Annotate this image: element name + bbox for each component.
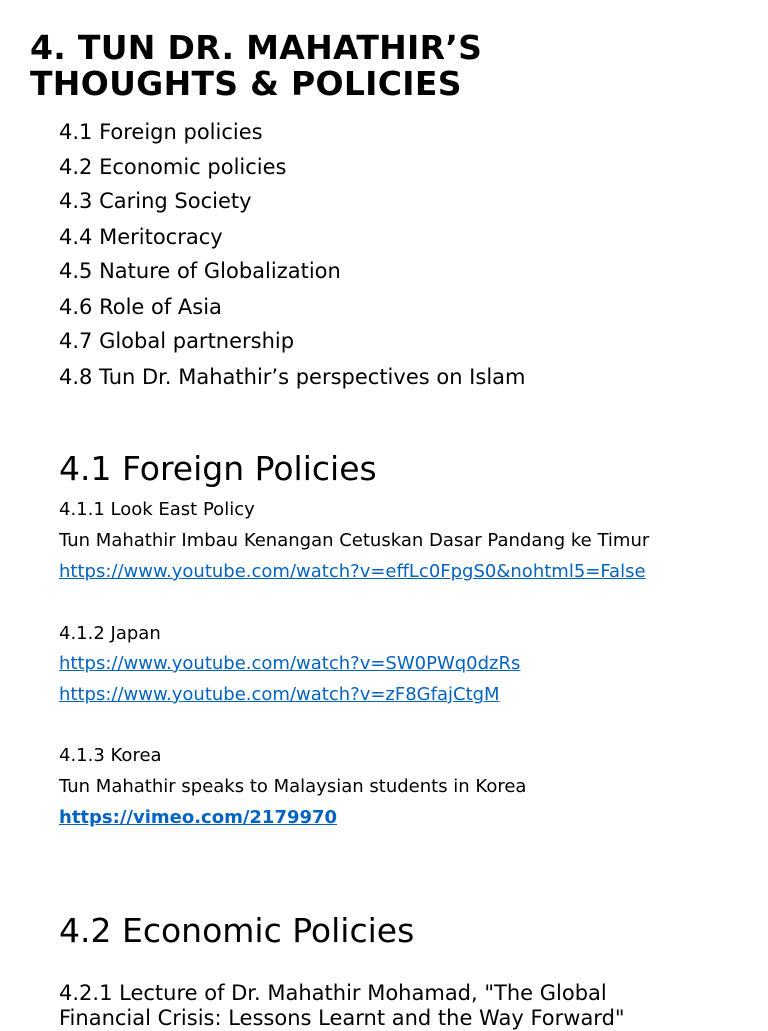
youtube-link[interactable]: https://www.youtube.com/watch?v=zF8GfajCtgM (59, 684, 500, 705)
youtube-link[interactable]: https://www.youtube.com/watch?v=effLc0FpgS0&nohtml5=False (59, 561, 646, 582)
subsection-label: 4.1.1 Look East Policy (59, 499, 255, 520)
section-heading: 4.1 Foreign Policies (59, 449, 377, 488)
toc-item: 4.4 Meritocracy (59, 225, 223, 249)
toc-item: 4.5 Nature of Globalization (59, 259, 341, 283)
toc-item: 4.1 Foreign policies (59, 120, 263, 144)
subsection-label: 4.1.3 Korea (59, 745, 162, 766)
youtube-link[interactable]: https://www.youtube.com/watch?v=SW0PWq0dzRs (59, 653, 521, 674)
toc-item: 4.2 Economic policies (59, 155, 287, 179)
video-description: Tun Mahathir Imbau Kenangan Cetuskan Dasar Pandang ke Timur (59, 530, 650, 551)
vimeo-link[interactable]: https://vimeo.com/2179970 (59, 807, 338, 828)
subsection-label: 4.1.2 Japan (59, 623, 161, 644)
video-description: Tun Mahathir speaks to Malaysian students in Korea (59, 776, 527, 797)
title-line-1: 4. TUN DR. MAHATHIR’S (30, 28, 483, 67)
title-line-2: THOUGHTS & POLICIES (30, 64, 462, 103)
toc-item: 4.8 Tun Dr. Mahathir’s perspectives on Islam (59, 365, 526, 389)
toc-item: 4.7 Global partnership (59, 329, 295, 353)
toc-item: 4.6 Role of Asia (59, 295, 222, 319)
lecture-title-line-1: 4.2.1 Lecture of Dr. Mahathir Mohamad, "The Global (59, 981, 607, 1005)
lecture-title-line-2: Financial Crisis: Lessons Learnt and the Way Forward" (59, 1006, 625, 1030)
toc-item: 4.3 Caring Society (59, 189, 252, 213)
section-heading: 4.2 Economic Policies (59, 911, 415, 950)
